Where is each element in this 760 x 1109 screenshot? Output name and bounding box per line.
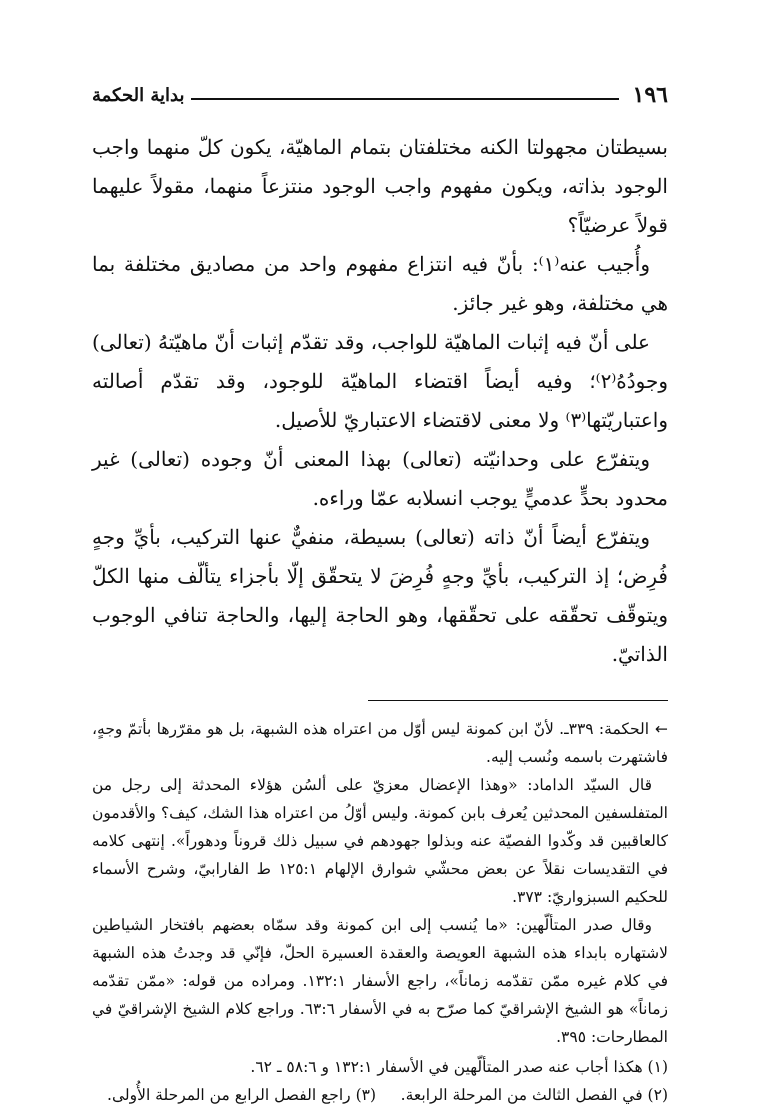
page-header xyxy=(92,80,668,110)
note-paragraph-2: قال السيّد الداماد: «وهذا الإعضال معزيّ على ألسُن هؤلاء المحدثة إلى رجل من المتفلسفين المحدثين يُعرف بابن كمونة. وليس أوّلُ من اعتراه هذا الشك، كيف؟ والأقدمون كالعاقبين قد وكّدوا الفصيّة عنه وبذلوا جهودهم في سبيل ذلك قروناً ودهوراً». إنتهى كلامه في التقديسات نقلاً عن بعض محشّي شوارق الإلهام ١٢٥:١ ط الفارابيّ، وشرح الأسماء للحكيم السبزواريّ: ٣٧٣. xyxy=(92,776,668,906)
note-paragraph-1-text: الحكمة: ٣٣٩ـ. لأنّ ابن كمونة ليس أوّل من اعتراه هذه الشبهة، بل هو مقرّرها بأتمّ وجهٍ، فاشتهرت باسمه ونُسب إليه. xyxy=(92,720,668,766)
footnotes xyxy=(92,1053,668,1109)
page-number: ١٩٦ xyxy=(632,82,668,108)
main-text xyxy=(92,128,668,674)
main-paragraph-4: ويتفرّع على وحدانيّته (تعالى) بهذا المعنى أنّ وجوده (تعالى) غير محدود بحدٍّ عدميٍّ يوجب انسلابه عمّا وراءه. xyxy=(92,447,668,510)
main-paragraph-2: وأُجيب عنه⁽١⁾: بأنّ فيه انتزاع مفهوم واحد من مصاديق مختلفة بما هي مختلفة، وهو غير جائز. xyxy=(92,252,668,315)
footnote-separator-wrap xyxy=(92,674,668,715)
note-paragraph-1 xyxy=(92,715,668,771)
header-rule xyxy=(191,98,619,100)
footnote-2-3: (٢) في الفصل الثالث من المرحلة الرابعة. (٣) راجع الفصل الرابع من المرحلة الأُولى. xyxy=(107,1086,668,1104)
arrow-left-icon: ← xyxy=(655,720,668,738)
main-paragraph-3: على أنّ فيه إثبات الماهيّة للواجب، وقد تقدّم إثبات أنّ ماهيّتهُ (تعالى) وجودُهُ⁽٢⁾؛ وفيه أيضاً اقتضاء الماهيّة للوجود، وقد تقدّم أصالته واعتباريّتها⁽٣⁾ ولا معنى لاقتضاء الاعتباريّ للأصيل. xyxy=(92,330,668,432)
main-paragraph-1: بسيطتان مجهولتا الكنه مختلفتان بتمام الماهيّة، يكون كلّ منهما واجب الوجود بذاته، ويكون مفهوم واجب الوجود منتزعاً منهما، مقولاً عليهما قولاً عرضيّاً؟ xyxy=(92,135,668,237)
running-title: بداية الحكمة xyxy=(92,84,185,106)
main-paragraph-5: ويتفرّع أيضاً أنّ ذاته (تعالى) بسيطة، منفيٌّ عنها التركيب، بأيِّ وجهٍ فُرِض؛ إذ التركيب، بأيِّ وجهٍ فُرِضَ لا يتحقّق إلّا بأجزاء يتألّف منها الكلّ ويتوقّف تحقّقه على تحقّقها، وهو الحاجة إليها، والحاجة تنافي الوجوب الذاتيّ. xyxy=(92,525,668,666)
commentary-notes xyxy=(92,715,668,1051)
note-paragraph-3: وقال صدر المتألّهين: «ما يُنسب إلى ابن كمونة وقد سمّاه بعضهم بافتخار الشياطين لاشتهاره بابداء هذه الشبهة العويصة والعقدة العسيرة الحلّ، فإنّي قد وجدتُ هذه الشبهة في كلام غيره ممّن تقدّمه زماناً»، راجع الأسفار ١٣٢:١. ومراده من قوله: «ممّن تقدّمه زماناً» هو الشيخ الإشراقيّ كما صرّح به في الأسفار ٦٣:٦. وراجع كلام الشيخ الإشراقيّ في المطارحات: ٣٩٥. xyxy=(92,916,668,1046)
footnote-separator xyxy=(368,700,668,701)
footnote-1: (١) هكذا أجاب عنه صدر المتألّهين في الأسفار ١٣٢:١ و ٥٨:٦ ـ ٦٢. xyxy=(250,1058,668,1076)
